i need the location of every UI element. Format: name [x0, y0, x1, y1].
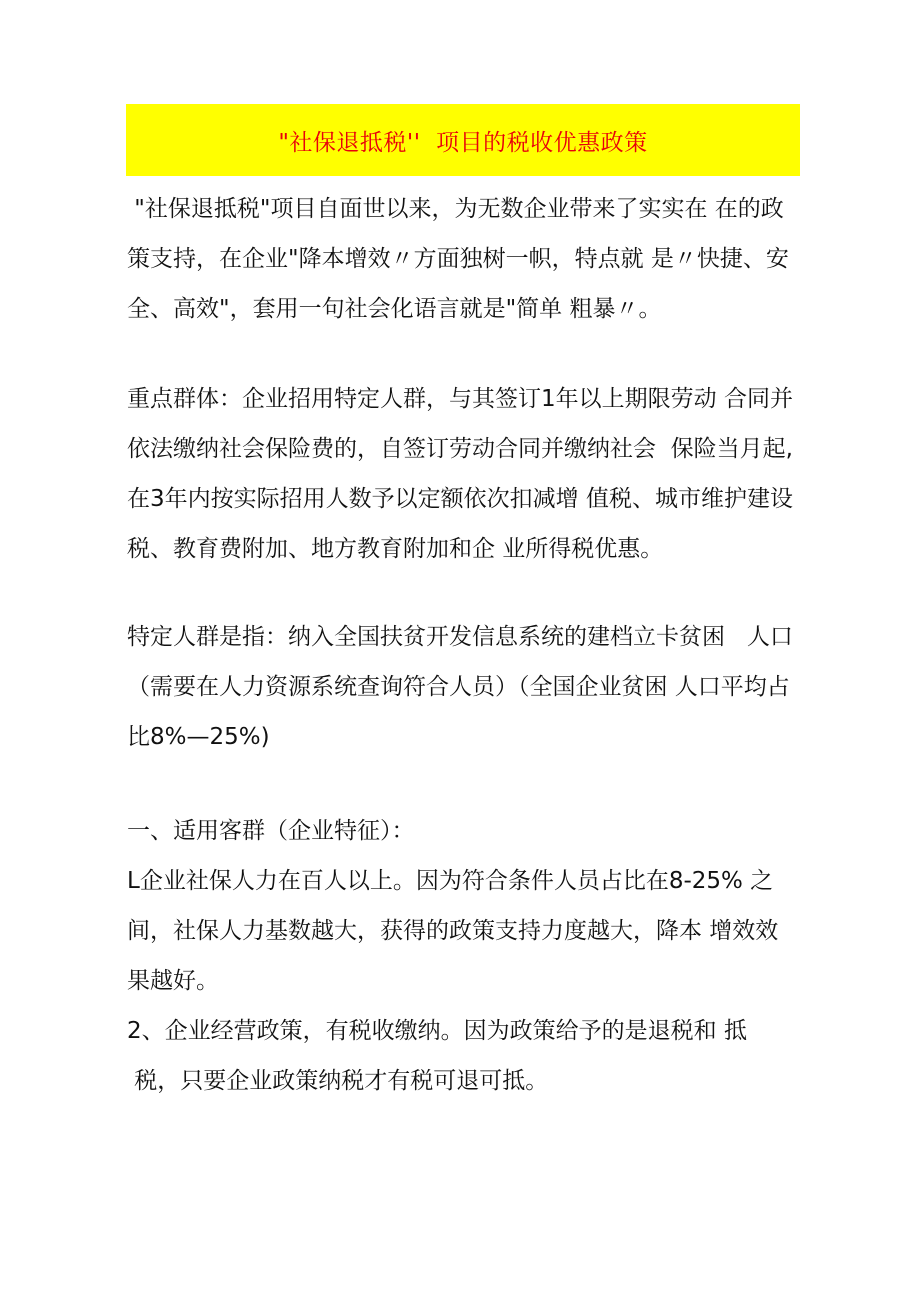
document-title: "社保退抵税'' 项目的税收优惠政策 [278, 129, 648, 156]
applicable-clients-section [127, 806, 807, 1106]
title-banner [126, 104, 800, 176]
text-line: 2、企业经营政策，有税收缴纳。因为政策给予的是退税和 抵 [127, 1018, 747, 1044]
text-line: 间，社保人力基数越大，获得的政策支持力度越大，降本 增效效 [127, 918, 779, 944]
text-line: 果越好。 [127, 968, 219, 994]
text-line: 比8%—25%) [127, 724, 270, 750]
text-line: 依法缴纳社会保险费的，自签订劳动合同并缴纳社会 保险当月起, [127, 436, 793, 462]
text-line: 税，只要企业政策纳税才有税可退可抵。 [127, 1068, 549, 1094]
text-line: L企业社保人力在百人以上。因为符合条件人员占比在8-25% 之 [127, 868, 774, 894]
text-line: 特定人群是指：纳入全国扶贫开发信息系统的建档立卡贫困 人口 [127, 624, 793, 650]
text-line: 重点群体：企业招用特定人群，与其签订1年以上期限劳动 合同并 [127, 386, 793, 412]
specific-groups-paragraph [127, 612, 807, 762]
text-line: 在3年内按实际招用人数予以定额依次扣减增 值税、城市维护建设 [127, 486, 793, 512]
key-groups-paragraph [127, 374, 807, 574]
intro-paragraph [127, 184, 807, 334]
text-line: （需要在人力资源系统查询符合人员）（全国企业贫困 人口平均占 [127, 674, 790, 700]
section-heading: 一、适用客群（企业特征）： [127, 818, 415, 844]
text-line: 税、教育费附加、地方教育附加和企 业所得税优惠。 [127, 536, 664, 562]
text-line: 策支持，在企业"降本增效〃方面独树一帜，特点就 是〃快捷、安 [127, 246, 789, 272]
text-line: 全、高效"，套用一句社会化语言就是"简单 粗暴〃。 [127, 296, 662, 322]
text-line: "社保退抵税"项目自面世以来，为无数企业带来了实实在 在的政 [127, 196, 784, 222]
